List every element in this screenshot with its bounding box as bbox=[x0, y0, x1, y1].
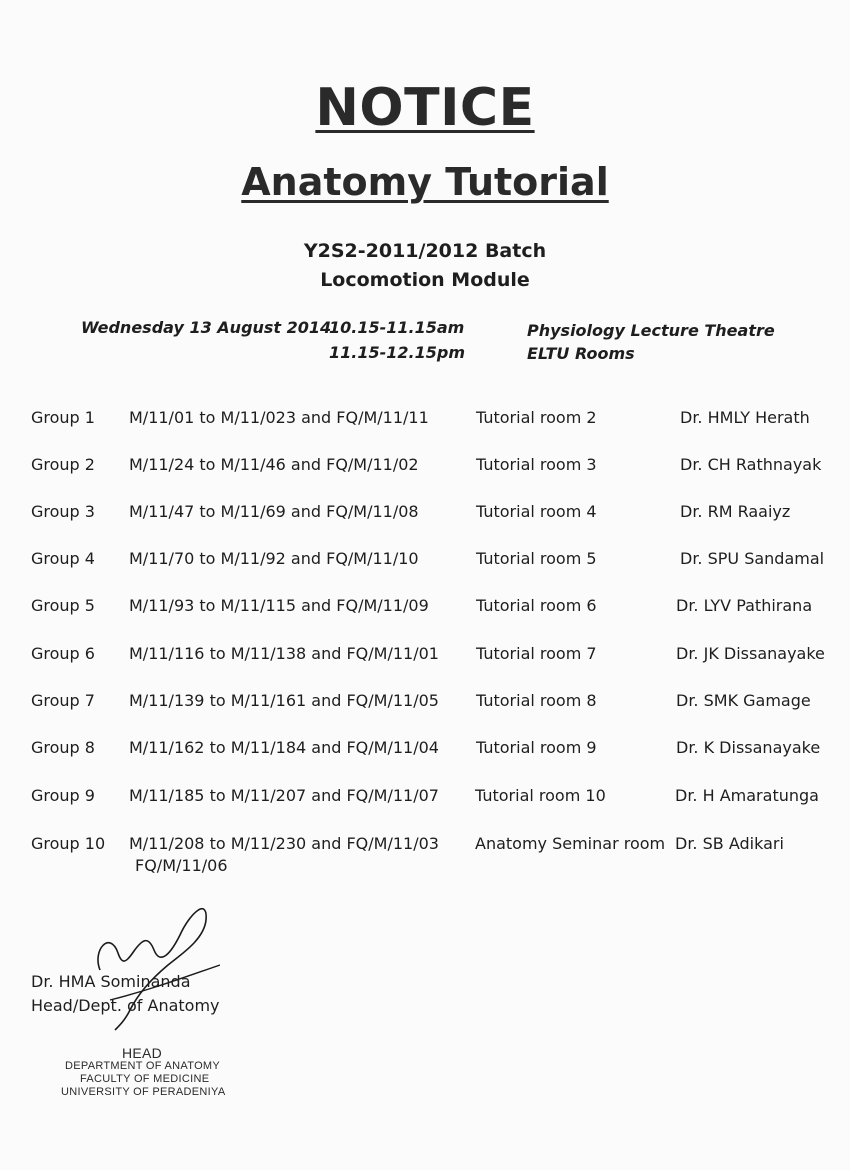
student-range: M/11/162 to M/11/184 and FQ/M/11/04 bbox=[129, 738, 439, 757]
tutorial-room: Tutorial room 6 bbox=[476, 596, 597, 615]
tutor-name: Dr. H Amaratunga bbox=[675, 786, 819, 805]
group-label: Group 2 bbox=[31, 455, 95, 474]
tutor-name: Dr. SPU Sandamal bbox=[680, 549, 825, 568]
table-row bbox=[0, 786, 850, 826]
signatory-title: Head/Dept. of Anatomy bbox=[31, 996, 220, 1015]
group-label: Group 6 bbox=[31, 644, 95, 663]
group-label: Group 1 bbox=[31, 408, 95, 427]
table-row bbox=[0, 502, 850, 542]
notice-heading bbox=[0, 78, 850, 138]
signature-icon bbox=[70, 895, 220, 1040]
tutorial-title bbox=[0, 160, 850, 204]
schedule-date: Wednesday 13 August 2014 bbox=[81, 318, 332, 337]
student-range: M/11/208 to M/11/230 and FQ/M/11/03 bbox=[129, 834, 439, 853]
student-range: M/11/24 to M/11/46 and FQ/M/11/02 bbox=[129, 455, 419, 474]
group-label: Group 3 bbox=[31, 502, 95, 521]
tutorial-room: Tutorial room 10 bbox=[475, 786, 606, 805]
tutorial-room: Tutorial room 4 bbox=[476, 502, 597, 521]
stamp-head: HEAD bbox=[122, 1045, 163, 1061]
signatory-name: Dr. HMA Sominanda bbox=[31, 972, 191, 991]
batch-line: Y2S2-2011/2012 Batch bbox=[303, 240, 547, 262]
group-label: Group 4 bbox=[31, 549, 95, 568]
session-venue-2: ELTU Rooms bbox=[527, 344, 635, 363]
table-row bbox=[0, 596, 850, 636]
student-range: M/11/93 to M/11/115 and FQ/M/11/09 bbox=[129, 596, 429, 615]
table-row bbox=[0, 644, 850, 684]
tutor-name: Dr. CH Rathnayak bbox=[680, 455, 822, 474]
student-range: M/11/116 to M/11/138 and FQ/M/11/01 bbox=[129, 644, 439, 663]
tutorial-room: Tutorial room 8 bbox=[476, 691, 597, 710]
stamp-university: UNIVERSITY OF PERADENIYA bbox=[61, 1086, 226, 1098]
table-row bbox=[0, 691, 850, 731]
tutorial-title-text: Anatomy Tutorial bbox=[241, 160, 609, 204]
session-time-1: 10.15-11.15am bbox=[329, 318, 465, 337]
student-range: M/11/47 to M/11/69 and FQ/M/11/08 bbox=[129, 502, 419, 521]
group-label: Group 10 bbox=[31, 834, 106, 853]
tutor-name: Dr. RM Raaiyz bbox=[680, 502, 791, 521]
module-line: Locomotion Module bbox=[320, 269, 530, 291]
student-range: M/11/139 to M/11/161 and FQ/M/11/05 bbox=[129, 691, 439, 710]
tutorial-room: Tutorial room 7 bbox=[476, 644, 597, 663]
table-row bbox=[0, 834, 850, 880]
group-label: Group 9 bbox=[31, 786, 95, 805]
tutorial-room: Tutorial room 2 bbox=[476, 408, 597, 427]
student-range: M/11/185 to M/11/207 and FQ/M/11/07 bbox=[129, 786, 439, 805]
stamp-department: DEPARTMENT OF ANATOMY bbox=[65, 1060, 221, 1072]
tutor-name: Dr. JK Dissanayake bbox=[676, 644, 825, 663]
stamp-faculty: FACULTY OF MEDICINE bbox=[80, 1073, 210, 1085]
table-row bbox=[0, 738, 850, 778]
table-row bbox=[0, 408, 850, 448]
tutorial-room: Anatomy Seminar room bbox=[475, 834, 666, 853]
tutor-name: Dr. HMLY Herath bbox=[680, 408, 810, 427]
tutorial-room: Tutorial room 5 bbox=[476, 549, 597, 568]
tutor-name: Dr. SB Adikari bbox=[675, 834, 784, 853]
group-label: Group 7 bbox=[31, 691, 95, 710]
session-venue-1: Physiology Lecture Theatre bbox=[527, 321, 775, 340]
tutorial-room: Tutorial room 3 bbox=[476, 455, 597, 474]
table-row bbox=[0, 549, 850, 589]
tutor-name: Dr. LYV Pathirana bbox=[676, 596, 813, 615]
tutor-name: Dr. SMK Gamage bbox=[676, 691, 811, 710]
table-row bbox=[0, 455, 850, 495]
student-range-extra: FQ/M/11/06 bbox=[135, 856, 228, 875]
session-time-2: 11.15-12.15pm bbox=[329, 343, 465, 362]
student-range: M/11/70 to M/11/92 and FQ/M/11/10 bbox=[129, 549, 419, 568]
tutor-name: Dr. K Dissanayake bbox=[676, 738, 821, 757]
tutorial-room: Tutorial room 9 bbox=[476, 738, 597, 757]
group-label: Group 5 bbox=[31, 596, 95, 615]
student-range: M/11/01 to M/11/023 and FQ/M/11/11 bbox=[129, 408, 429, 427]
group-label: Group 8 bbox=[31, 738, 95, 757]
notice-text: NOTICE bbox=[315, 78, 535, 138]
